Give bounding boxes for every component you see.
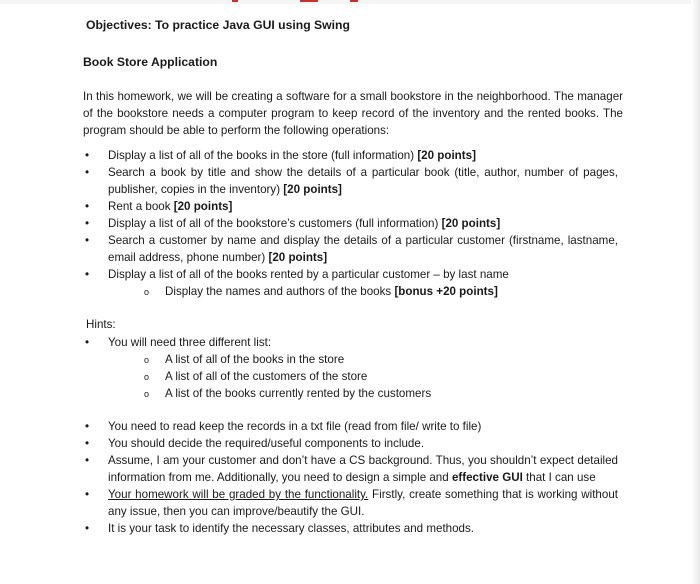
hints-list bbox=[83, 334, 618, 402]
list-item: • Search a customer by name and display the details of a particular customer (firstname, lastname, email address, phone number) [20 points] bbox=[85, 234, 618, 264]
list-item: • Display a list of all of the bookstore’s customers (full information) [20 points] bbox=[85, 217, 501, 230]
bullet-icon: • bbox=[85, 437, 90, 450]
bullet-icon: • bbox=[85, 420, 90, 433]
list-item: • Your homework will be graded by the functionality. Firstly, create something that is working without any issue, then you can improve/beautify the GUI. bbox=[85, 488, 618, 518]
bullet-icon: • bbox=[85, 488, 90, 501]
hints-label: Hints: bbox=[86, 318, 116, 331]
red-ink-mark bbox=[350, 0, 358, 2]
bullet-icon: • bbox=[85, 149, 90, 162]
bullet-icon: • bbox=[85, 217, 90, 230]
bullet-icon: • bbox=[85, 268, 90, 281]
circle-bullet-icon: o bbox=[144, 355, 150, 365]
sub-list-item: o Display the names and authors of the books [bonus +20 points] bbox=[108, 283, 618, 300]
red-ink-mark bbox=[232, 0, 238, 2]
sub-list bbox=[108, 283, 618, 300]
sub-list bbox=[108, 351, 618, 402]
list-item: • You should decide the required/useful components to include. bbox=[85, 437, 425, 450]
circle-bullet-icon: o bbox=[144, 372, 150, 382]
list-item: • You will need three different list: o A list of all of the books in the store o A list of all of the customers of the store o A list of the books currently rented by the customers bbox=[83, 334, 618, 402]
bullet-icon: • bbox=[85, 166, 90, 179]
list-item: • It is your task to identify the necessary classes, attributes and methods. bbox=[85, 522, 475, 535]
bullet-icon: • bbox=[85, 336, 90, 349]
page-title: Objectives: To practice Java GUI using Swing bbox=[86, 18, 350, 32]
intro-paragraph: In this homework, we will be creating a software for a small bookstore in the neighborhood. The manager of the bookstore needs a computer program to keep record of the inventory and the rented books. The program should be able to perform the following operations: bbox=[83, 90, 623, 137]
circle-bullet-icon: o bbox=[144, 389, 150, 399]
list-item: • Rent a book [20 points] bbox=[85, 200, 233, 213]
more-hints-list bbox=[83, 418, 618, 537]
list-item: • Search a book by title and show the details of a particular book (title, author, number of pages, publisher, copies in the inventory) [20 points] bbox=[85, 166, 618, 196]
section-heading: Book Store Application bbox=[83, 55, 218, 69]
list-item: • You need to read keep the records in a txt file (read from file/ write to file) bbox=[85, 420, 482, 433]
bullet-icon: • bbox=[85, 454, 90, 467]
list-item: • Display a list of all of the books rented by a particular customer – by last name o Display the names and authors of the books [bonus +20 points] bbox=[83, 266, 618, 300]
underlined-text: Your homework will be graded by the functionality. bbox=[108, 488, 369, 501]
list-item: • Assume, I am your customer and don’t have a CS background. Thus, you shouldn’t expect detailed information from me. Additionally, you need to design a simple and effective GUI that I can use bbox=[85, 454, 618, 484]
circle-bullet-icon: o bbox=[144, 287, 150, 297]
bullet-icon: • bbox=[85, 234, 90, 247]
sub-list-item: o A list of all of the books in the store bbox=[108, 351, 618, 368]
bullet-icon: • bbox=[85, 200, 90, 213]
operations-list bbox=[83, 147, 618, 300]
sub-list-item: o A list of all of the customers of the store bbox=[108, 368, 618, 385]
red-ink-mark bbox=[300, 0, 318, 2]
list-item: • Display a list of all of the books in the store (full information) [20 points] bbox=[85, 149, 476, 162]
page-edge-shadow bbox=[691, 0, 700, 584]
bullet-icon: • bbox=[85, 522, 90, 535]
sub-list-item: o A list of the books currently rented by the customers bbox=[108, 385, 618, 402]
